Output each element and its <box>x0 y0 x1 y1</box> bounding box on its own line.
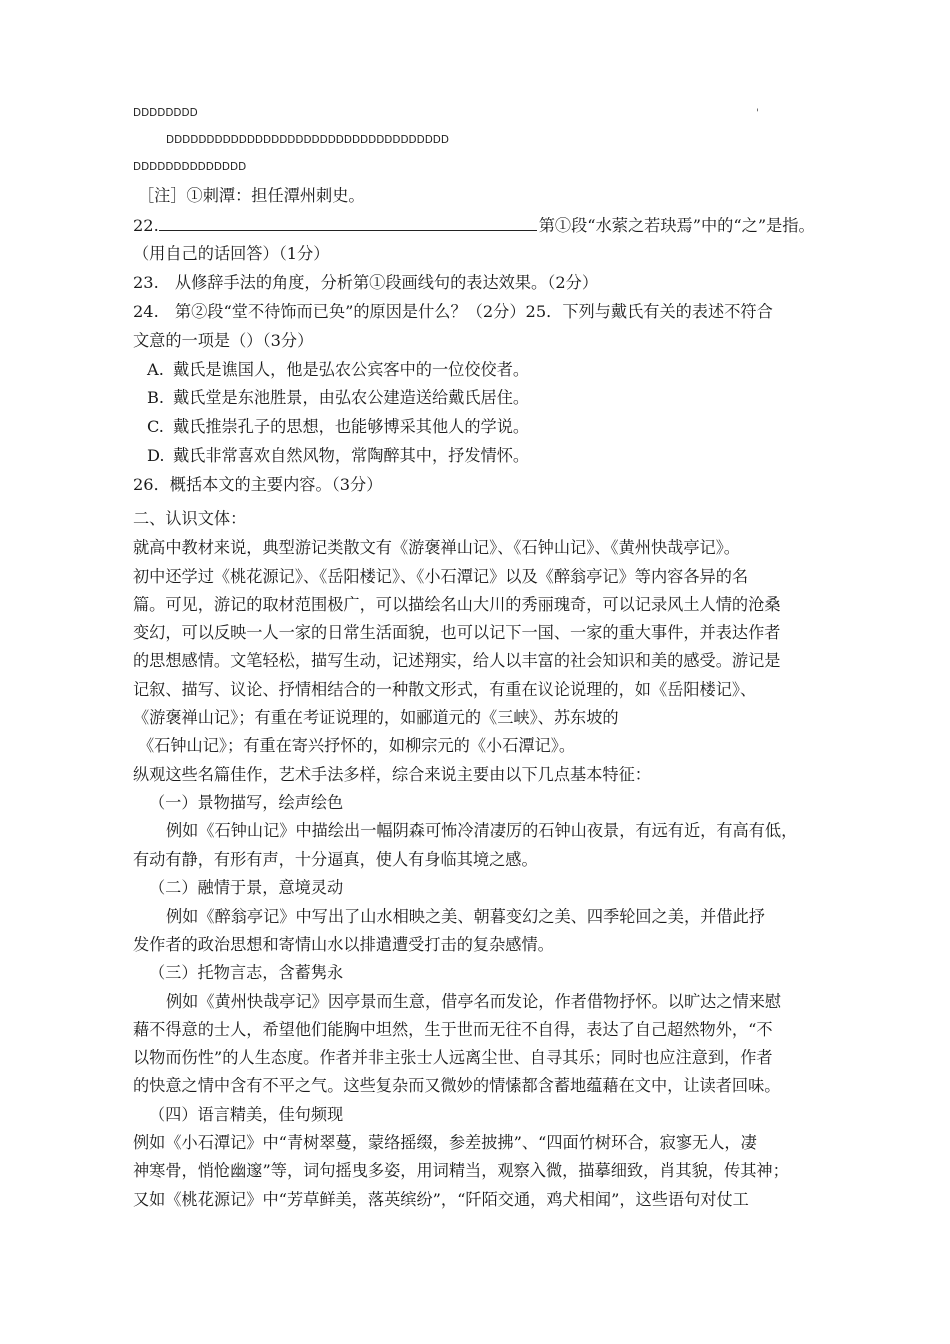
garbled-header-line-1: DDDDDDDD <box>133 107 198 119</box>
option-text: 戴氏是谯国人，他是弘农公宾客中的一位佼佼者。 <box>173 360 530 379</box>
option-a <box>147 359 529 381</box>
option-key: C. <box>147 417 164 436</box>
feature-4-line: 又如《桃花源记》中“芳草鲜美，落英缤纷”，“阡陌交通，鸡犬相闻”，这些语句对仗工 <box>133 1190 749 1209</box>
option-key: A. <box>147 360 164 379</box>
garbled-header-line-3: DDDDDDDDDDDDDD <box>133 161 247 173</box>
paragraph-line: 的思想感情。文笔轻松，描写生动，记述翔实，给人以丰富的社会知识和美的感受。游记是 <box>133 651 781 670</box>
feature-4-line: 神寒骨，悄怆幽邃”等，词句摇曳多姿，用词精当，观察入微，描摹细致，肖其貌，传其神； <box>133 1161 789 1180</box>
page-mark: ' <box>756 108 759 119</box>
question-22-number: 22. <box>133 216 159 235</box>
question-26: 26．概括本文的主要内容。（3分） <box>133 475 383 494</box>
paragraph-line: 《石钟山记》；有重在寄兴抒怀的，如柳宗元的《小石潭记》。 <box>138 736 576 755</box>
question-23: 23. 从修辞手法的角度，分析第①段画线句的表达效果。（2分） <box>133 273 599 292</box>
paragraph-line: 记叙、描写、议论、抒情相结合的一种散文形式，有重在议论说理的，如《岳阳楼记》、 <box>133 680 757 699</box>
garbled-header-line-2: DDDDDDDDDDDDDDDDDDDDDDDDDDDDDDDDDDD <box>166 134 449 146</box>
paragraph-line: 《游褒禅山记》；有重在考证说理的，如郦道元的《三峡》、苏东坡的 <box>133 708 619 727</box>
feature-2-line: 例如《醉翁亭记》中写出了山水相映之美、朝暮变幻之美、四季轮回之美，并借此抒 <box>166 907 765 926</box>
feature-4-line: 例如《小石潭记》中“青树翠蔓，蒙络摇缀，参差披拂”、“四面竹树环合，寂寥无人，凄 <box>133 1133 757 1152</box>
question-24-25: 24. 第②段“堂不待饰而已奂”的原因是什么？（2分）25．下列与戴氏有关的表述不符合 <box>133 302 773 321</box>
question-25-continuation: 文意的一项是（）（3分） <box>133 331 314 350</box>
feature-1-line: 例如《石钟山记》中描绘出一幅阴森可怖冷清凄厉的石钟山夜景，有远有近，有高有低， <box>166 821 798 840</box>
answer-blank <box>159 214 537 231</box>
paragraph-line: 就高中教材来说，典型游记类散文有《游褒禅山记》、《石钟山记》、《黄州快哉亭记》。 <box>133 538 740 557</box>
paragraph-line: 篇。可见，游记的取材范围极广，可以描绘名山大川的秀丽瑰奇，可以记录风土人情的沧桑 <box>133 595 781 614</box>
feature-3-line: 藉不得意的士人，希望他们能胸中坦然，生于世而无往不自得，表达了自己超然物外，“不 <box>133 1020 773 1039</box>
paragraph-line: 初中还学过《桃花源记》、《岳阳楼记》、《小石潭记》以及《醉翁亭记》等内容各异的名 <box>133 567 749 586</box>
option-c <box>147 416 529 438</box>
option-key: B. <box>147 388 165 407</box>
feature-2-line: 发作者的政治思想和寄情山水以排遣遭受打击的复杂感情。 <box>133 935 554 954</box>
paragraph-line: 变幻，可以反映一人一家的日常生活面貌，也可以记下一国、一家的重大事件，并表达作者 <box>133 623 781 642</box>
feature-3-line: 以物而伤性”的人生态度。作者并非主张士人远离尘世、自寻其乐；同时也应注意到，作者 <box>133 1048 773 1067</box>
option-text: 戴氏非常喜欢自然风物，常陶醉其中，抒发情怀。 <box>173 446 530 465</box>
feature-3-line: 例如《黄州快哉亭记》因亭景而生意，借亭名而发论，作者借物抒怀。以旷达之情来慰 <box>166 992 782 1011</box>
option-b <box>147 387 529 409</box>
feature-3-line: 的快意之情中含有不平之气。这些复杂而又微妙的情愫都含蓄地蕴藉在文中，让读者回味。 <box>133 1076 781 1095</box>
question-22-text: 第①段“水萦之若玦焉”中的“之”是指。 <box>538 216 815 235</box>
option-text: 戴氏堂是东池胜景，由弘农公建造送给戴氏居住。 <box>173 388 530 407</box>
feature-1-line: 有动有静，有形有声，十分逼真，使人有身临其境之感。 <box>133 850 538 869</box>
option-text: 戴氏推崇孔子的思想，也能够博采其他人的学说。 <box>173 417 530 436</box>
section-title: 二、认识文体： <box>133 509 247 528</box>
feature-4-heading: （四）语言精美，佳句频现 <box>149 1105 344 1124</box>
feature-3-heading: （三）托物言志，含蓄隽永 <box>149 963 344 982</box>
annotation-note: ［注］①刺潭：担任潭州刺史。 <box>138 186 365 205</box>
question-22-continuation: （用自己的话回答）（1分） <box>133 244 330 263</box>
question-22 <box>133 214 815 237</box>
option-d <box>147 445 529 467</box>
feature-2-heading: （二）融情于景，意境灵动 <box>149 878 344 897</box>
summary-line: 纵观这些名篇佳作，艺术手法多样，综合来说主要由以下几点基本特征： <box>133 765 651 784</box>
feature-1-heading: （一）景物描写，绘声绘色 <box>149 793 344 812</box>
option-key: D. <box>147 446 165 465</box>
